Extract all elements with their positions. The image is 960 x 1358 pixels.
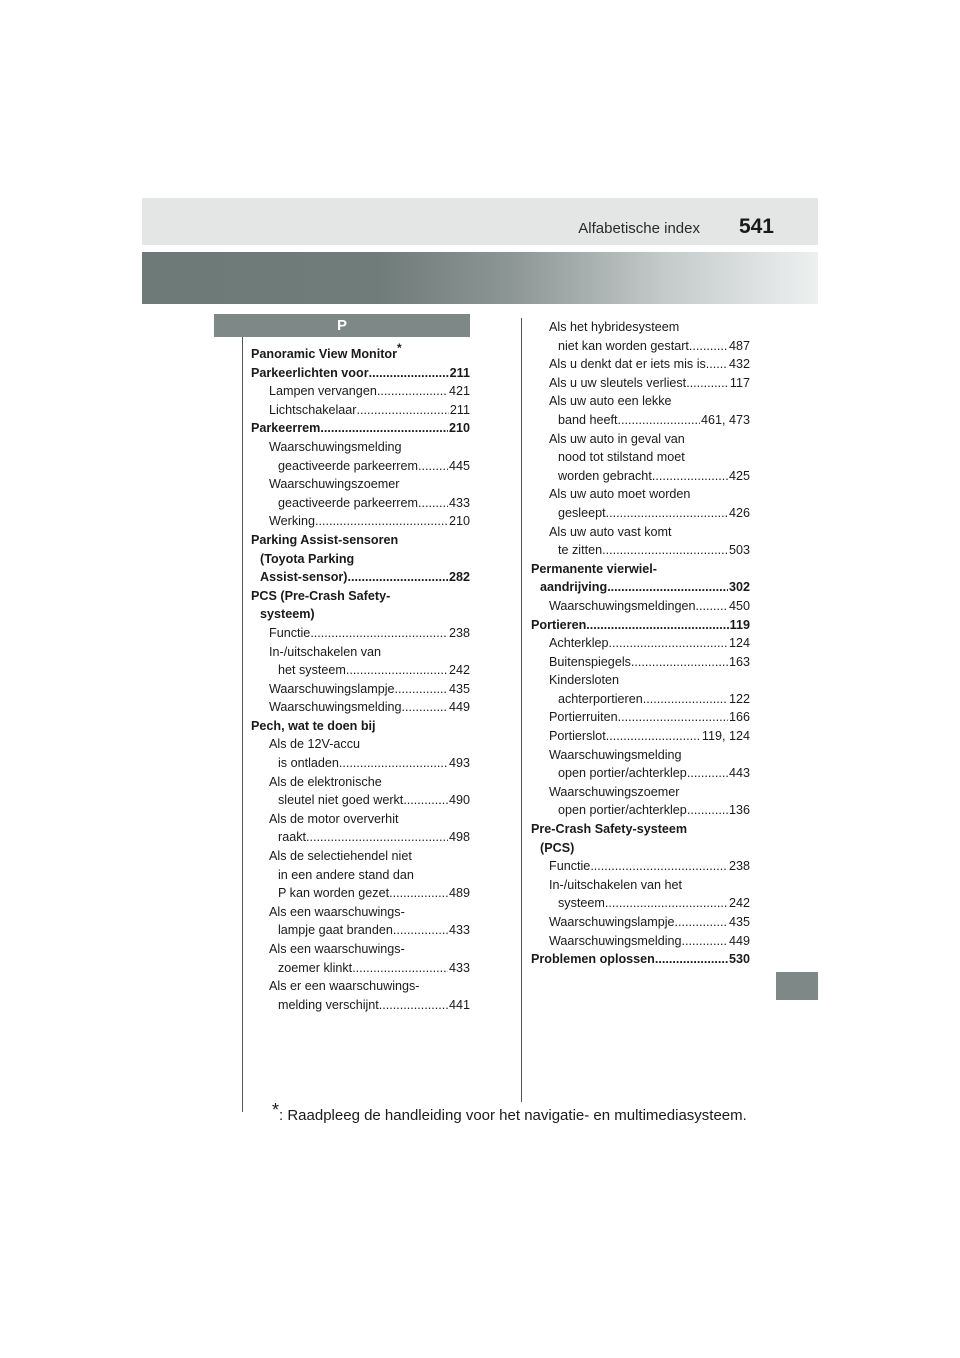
- entry-text: (Toyota Parking: [260, 551, 355, 566]
- page-ref: 211: [449, 402, 470, 417]
- dot-leader: [320, 419, 448, 438]
- index-entry: [251, 605, 470, 624]
- entry-text: band heeft: [558, 412, 618, 427]
- index-entry: [251, 680, 470, 699]
- page-ref: 432: [728, 357, 750, 372]
- entry-text: Waarschuwingsmeldingen: [549, 598, 696, 613]
- entry-text: achterportieren: [558, 691, 643, 706]
- index-entry: [251, 977, 470, 996]
- index-entry: [251, 773, 470, 792]
- index-entry: [251, 996, 470, 1015]
- dot-leader: [652, 467, 728, 486]
- index-entry: [251, 382, 470, 401]
- entry-text: Functie: [269, 625, 311, 640]
- index-entry: [531, 392, 750, 411]
- entry-text: in een andere stand dan: [278, 867, 414, 882]
- index-entry: [531, 318, 750, 337]
- index-entry: [531, 932, 750, 951]
- entry-text: Als een waarschuwings-: [269, 942, 405, 956]
- page-ref: 435: [728, 915, 750, 929]
- index-entry: [251, 438, 470, 457]
- page-ref: 119: [729, 617, 750, 632]
- dot-leader: [687, 801, 728, 820]
- index-entry: [531, 467, 750, 486]
- entry-text: P kan worden gezet: [278, 886, 390, 901]
- page-ref: 122: [728, 691, 750, 706]
- entry-text: Als er een waarschuwings-: [269, 979, 420, 994]
- page-ref: 242: [728, 896, 750, 911]
- entry-text: open portier/achterklep: [558, 766, 687, 781]
- dot-leader: [346, 661, 448, 680]
- page-ref: 433: [448, 495, 470, 510]
- entry-text: Assist-sensor): [260, 570, 348, 585]
- index-entry: [251, 828, 470, 847]
- dot-leader: [310, 624, 448, 643]
- entry-text: Waarschuwingszoemer: [549, 784, 680, 799]
- index-entry: [531, 616, 750, 635]
- page-ref: 487: [728, 338, 750, 353]
- page-ref: 450: [728, 598, 750, 613]
- entry-text: Parkeerlichten voor: [251, 365, 369, 380]
- entry-text: Als uw auto een lekke: [549, 394, 672, 409]
- page-ref: 210: [448, 421, 470, 436]
- index-entry: [251, 959, 470, 978]
- index-entry: [251, 884, 470, 903]
- index-entry: [251, 940, 470, 959]
- dot-leader: [606, 727, 701, 746]
- dot-leader: [618, 708, 728, 727]
- dot-leader: [586, 616, 728, 635]
- index-entry: [251, 419, 470, 438]
- index-column-left: [251, 339, 470, 1014]
- index-entry: [531, 634, 750, 653]
- index-entry: [531, 746, 750, 765]
- dot-leader: [418, 457, 448, 476]
- page-ref: 489: [448, 886, 470, 901]
- entry-text: niet kan worden gestart: [558, 338, 689, 353]
- dot-leader: [655, 950, 728, 969]
- entry-text: melding verschijnt: [278, 997, 379, 1012]
- dot-leader: [402, 698, 448, 717]
- index-entry: [531, 708, 750, 727]
- entry-text: Kindersloten: [549, 673, 620, 688]
- index-entry: [531, 950, 750, 969]
- entry-text: Als de 12V-accu: [269, 737, 361, 752]
- entry-text: zoemer klinkt: [278, 960, 353, 975]
- entry-text: raakt: [278, 830, 306, 845]
- thumb-index-tab: [776, 972, 818, 1000]
- dot-leader: [607, 578, 728, 597]
- dot-leader: [689, 337, 728, 356]
- entry-text: systeem: [558, 896, 605, 911]
- index-entry: [531, 839, 750, 858]
- entry-text: Waarschuwingsmelding: [549, 747, 682, 762]
- entry-text: PCS (Pre-Crash Safety-: [251, 588, 391, 603]
- page-ref: 211: [449, 365, 470, 380]
- page-ref: 238: [448, 625, 470, 640]
- page-ref: 421: [448, 384, 470, 399]
- index-entry: [251, 921, 470, 940]
- page-ref: 124: [728, 636, 750, 651]
- index-entry: [531, 578, 750, 597]
- index-entry: [251, 550, 470, 569]
- dot-leader: [609, 634, 728, 653]
- index-entry: [531, 820, 750, 839]
- dot-leader: [696, 597, 728, 616]
- dot-leader: [682, 932, 728, 951]
- index-entry: [251, 475, 470, 494]
- index-entry: [251, 568, 470, 587]
- dot-leader: [377, 382, 448, 401]
- entry-text: Waarschuwingslampje: [269, 681, 395, 696]
- index-entry: [531, 653, 750, 672]
- page-ref: 302: [728, 580, 750, 595]
- dot-leader: [352, 959, 448, 978]
- index-entry: [531, 448, 750, 467]
- dot-leader: [389, 884, 448, 903]
- dot-leader: [348, 568, 448, 587]
- dot-leader: [606, 504, 728, 523]
- dot-leader: [686, 374, 729, 393]
- footnote-marker: *: [272, 1100, 280, 1120]
- index-entry: [251, 791, 470, 810]
- dot-leader: [395, 680, 448, 699]
- entry-text: te zitten: [558, 543, 603, 558]
- index-entry: [251, 531, 470, 550]
- entry-text: Panoramic View Monitor: [251, 347, 398, 361]
- page-ref: 441: [448, 997, 470, 1012]
- entry-text: Als uw auto in geval van: [549, 431, 685, 446]
- dot-leader: [687, 764, 728, 783]
- entry-text: nood tot stilstand moet: [558, 450, 685, 465]
- page-ref: 443: [728, 766, 750, 781]
- page-ref: 238: [728, 859, 750, 874]
- dot-leader: [602, 541, 728, 560]
- index-entry: [531, 671, 750, 690]
- index-entry: [251, 457, 470, 476]
- entry-text: In-/uitschakelen van: [269, 644, 382, 659]
- index-entry: [531, 764, 750, 783]
- entry-text: open portier/achterklep: [558, 803, 687, 818]
- entry-text: is ontladen: [278, 756, 339, 771]
- index-column-right: [531, 318, 750, 969]
- index-entry: [251, 624, 470, 643]
- dot-leader: [379, 996, 448, 1015]
- index-entry: [251, 643, 470, 662]
- entry-text: geactiveerde parkeerrem: [278, 495, 419, 510]
- entry-text: Als u denkt dat er iets mis is: [549, 357, 706, 372]
- index-entry: [531, 374, 750, 393]
- entry-text: Lampen vervangen: [269, 384, 377, 399]
- page-ref: 449: [728, 933, 750, 948]
- entry-text: Pre-Crash Safety-systeem: [531, 822, 688, 837]
- index-entry: [531, 430, 750, 449]
- entry-text: Functie: [549, 859, 591, 874]
- index-entry: [531, 913, 750, 932]
- page-number: 541: [738, 215, 774, 238]
- page-ref: 433: [448, 960, 470, 975]
- dot-leader: [643, 690, 728, 709]
- index-entry: [531, 857, 750, 876]
- page-ref: 435: [448, 681, 470, 696]
- page-ref: 426: [728, 505, 750, 520]
- dot-leader: [357, 401, 449, 420]
- dot-leader: [590, 857, 728, 876]
- entry-text: gesleept: [558, 505, 606, 520]
- footnote: [272, 1100, 747, 1124]
- entry-text: worden gebracht: [558, 468, 652, 483]
- page-ref: 445: [448, 458, 470, 473]
- entry-text: het systeem: [278, 663, 346, 678]
- page-ref: 163: [728, 654, 750, 669]
- entry-text: Als uw auto vast komt: [549, 524, 672, 539]
- entry-text: Waarschuwingszoemer: [269, 477, 400, 492]
- index-entry: [531, 727, 750, 746]
- index-entry: [251, 339, 470, 364]
- index-entry: [251, 810, 470, 829]
- entry-text: Als uw auto moet worden: [549, 487, 691, 502]
- page-ref: 433: [448, 923, 470, 938]
- entry-text: lampje gaat branden: [278, 923, 393, 938]
- entry-text: Waarschuwingsmelding: [269, 439, 402, 454]
- dot-leader: [315, 512, 448, 531]
- page-ref: 503: [728, 543, 750, 558]
- dot-leader: [631, 653, 728, 672]
- dot-leader: [306, 828, 448, 847]
- index-entry: [531, 894, 750, 913]
- entry-text: sleutel niet goed werkt: [278, 793, 404, 808]
- entry-text: Pech, wat te doen bij: [251, 718, 376, 733]
- entry-text: Parking Assist-sensoren: [251, 532, 399, 547]
- index-entry: [251, 401, 470, 420]
- section-title: Alfabetische index: [578, 220, 700, 237]
- index-entry: [531, 560, 750, 579]
- index-entry: [531, 411, 750, 430]
- page-ref: 136: [728, 803, 750, 818]
- index-entry: [251, 364, 470, 383]
- entry-text: aandrijving: [540, 580, 608, 595]
- index-entry: [251, 866, 470, 885]
- index-entry: [531, 337, 750, 356]
- entry-text: Portierslot: [549, 729, 606, 744]
- index-entry: [251, 735, 470, 754]
- page-ref: 425: [728, 468, 750, 483]
- index-entry: [251, 698, 470, 717]
- index-entry: [531, 504, 750, 523]
- dot-leader: [618, 411, 700, 430]
- entry-text: Achterklep: [549, 636, 609, 651]
- index-entry: [531, 690, 750, 709]
- index-entry: [531, 783, 750, 802]
- entry-text: systeem): [260, 607, 315, 622]
- page-ref: 493: [448, 756, 470, 771]
- footnote-text: : Raadpleeg de handleiding voor het navigatie- en multimediasysteem.: [279, 1107, 747, 1124]
- page-ref: 119, 124: [701, 729, 750, 744]
- entry-text: (PCS): [540, 840, 575, 855]
- dot-leader: [706, 355, 728, 374]
- entry-text: Buitenspiegels: [549, 654, 631, 669]
- page-ref: 282: [448, 570, 470, 585]
- header-gradient-band: [142, 252, 818, 304]
- index-entry: [251, 494, 470, 513]
- entry-text: Als de selectiehendel niet: [269, 849, 412, 864]
- entry-text: Parkeerrem: [251, 421, 321, 436]
- page-ref: 166: [728, 710, 750, 725]
- entry-text: Permanente vierwiel-: [531, 561, 657, 576]
- entry-text: Portieren: [531, 617, 587, 632]
- index-entry: [251, 512, 470, 531]
- index-entry: [531, 355, 750, 374]
- entry-text: In-/uitschakelen van het: [549, 877, 683, 892]
- entry-text: Als een waarschuwings-: [269, 904, 405, 919]
- entry-text: Werking: [269, 514, 315, 529]
- page-ref: 210: [448, 514, 470, 529]
- dot-leader: [605, 894, 728, 913]
- entry-text: Waarschuwingsmelding: [549, 933, 682, 948]
- footnote-marker: *: [397, 341, 402, 355]
- index-entry: [251, 661, 470, 680]
- entry-text: Portierruiten: [549, 710, 618, 725]
- index-entry: [251, 847, 470, 866]
- entry-text: Waarschuwingsmelding: [269, 700, 402, 715]
- page-ref: 449: [448, 700, 470, 715]
- index-entry: [251, 587, 470, 606]
- page-ref: 490: [448, 793, 470, 808]
- page-ref: 242: [448, 663, 470, 678]
- page-ref: 461, 473: [700, 412, 750, 427]
- page-ref: 530: [728, 952, 750, 967]
- index-entry: [531, 597, 750, 616]
- dot-leader: [403, 791, 448, 810]
- center-column-rule: [521, 318, 522, 1102]
- page-header: [142, 198, 818, 245]
- index-entry: [531, 801, 750, 820]
- entry-text: Als de motor oververhit: [269, 811, 399, 826]
- entry-text: Lichtschakelaar: [269, 402, 357, 417]
- dot-leader: [418, 494, 448, 513]
- entry-text: Als u uw sleutels verliest: [549, 375, 687, 390]
- index-entry: [531, 485, 750, 504]
- entry-text: Als de elektronische: [269, 774, 382, 789]
- entry-text: Waarschuwingslampje: [549, 915, 675, 929]
- left-column-rule: [242, 337, 243, 1112]
- entry-text: Als het hybridesysteem: [549, 320, 680, 334]
- index-entry: [251, 754, 470, 773]
- dot-leader: [675, 913, 728, 932]
- index-entry: [531, 541, 750, 560]
- dot-leader: [339, 754, 448, 773]
- index-entry: [251, 717, 470, 736]
- page-ref: 117: [729, 375, 750, 390]
- dot-leader: [369, 364, 449, 383]
- index-entry: [531, 876, 750, 895]
- index-entry: [531, 523, 750, 542]
- page-ref: 498: [448, 830, 470, 845]
- index-entry: [251, 903, 470, 922]
- entry-text: Problemen oplossen: [531, 952, 655, 967]
- letter-heading: P: [214, 314, 470, 337]
- dot-leader: [393, 921, 448, 940]
- entry-text: geactiveerde parkeerrem: [278, 458, 419, 473]
